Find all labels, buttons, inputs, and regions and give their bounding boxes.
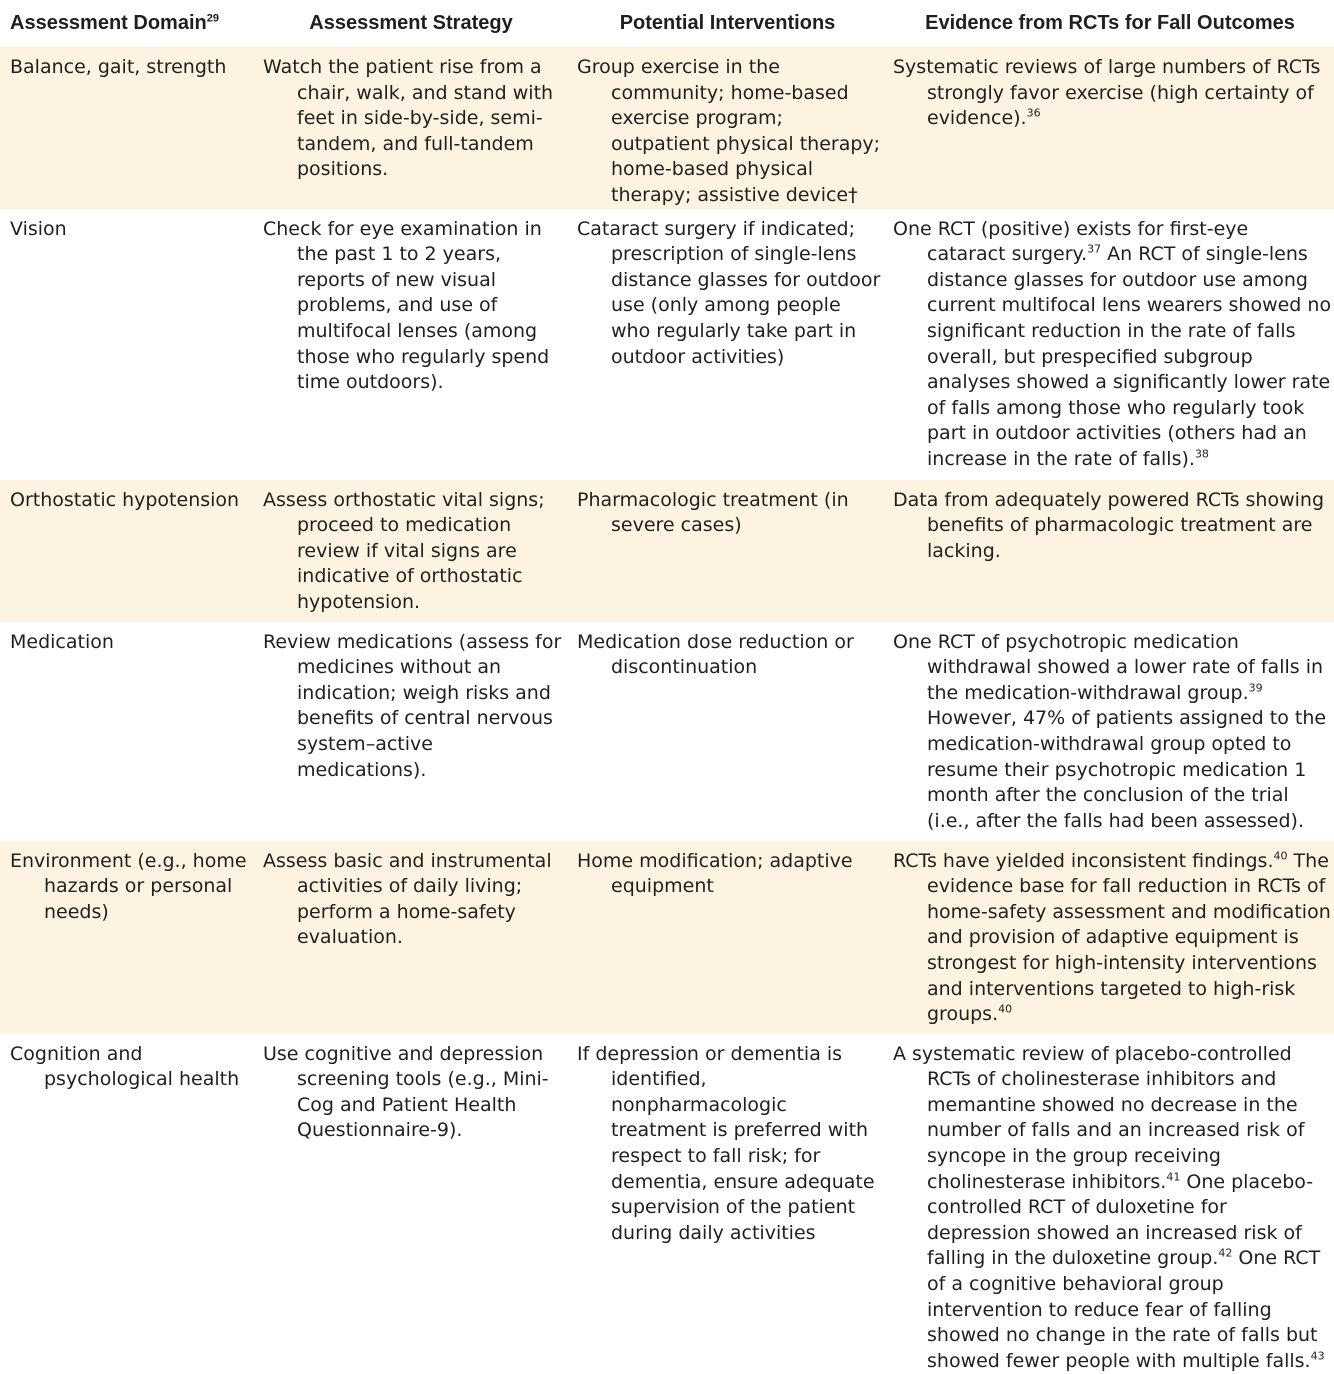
row-domain: Cognition and psychological health — [10, 1042, 240, 1091]
reference-number: 40 — [998, 1002, 1013, 1016]
reference-number: 42 — [1218, 1246, 1233, 1260]
table-row — [0, 47, 1334, 209]
reference-number: 39 — [1248, 681, 1263, 695]
interventions-text: Group exercise in the community; home-based exercise program; outpatient physical therapy; home-based physical therapy; assistive device — [577, 56, 881, 206]
row-evidence — [893, 1042, 1332, 1374]
row-strategy: Assess orthostatic vital signs; proceed to medication review if vital signs are indicative of orthostatic hypotension. — [263, 488, 545, 613]
evidence-text: A systematic review of placebo-controlled RCTs of cholinesterase inhibitors and memantine showed no decrease in the number of falls and an increased risk of syncope in the group receiving cholinesterase inhibitors. — [893, 1042, 1305, 1193]
row-domain: Balance, gait, strength — [10, 56, 227, 78]
row-interventions: Pharmacologic treatment (in severe cases) — [577, 488, 849, 537]
row-evidence — [893, 217, 1332, 473]
evidence-text: Data from adequately powered RCTs showing benefits of pharmacologic treatment are lacking. — [893, 488, 1325, 562]
row-evidence — [893, 630, 1332, 835]
evidence-text: RCTs have yielded inconsistent findings. — [893, 849, 1274, 872]
reference-number: 38 — [1194, 447, 1209, 461]
reference-number: 43 — [1310, 1349, 1325, 1363]
table-row — [0, 622, 1334, 841]
evidence-text: Systematic reviews of large numbers of RCTs strongly favor exercise (high certainty of evidence). — [893, 56, 1321, 130]
evidence-text: The evidence base for fall reduction in RCTs of home-safety assessment and modification and provision of adaptive equipment is strongest for high-intensity interventions and interventions targeted to high-risk groups. — [927, 849, 1331, 1026]
row-strategy: Review medications (assess for medicines without an indication; weigh risks and benefits of central nervous system–active medications). — [263, 630, 562, 781]
header-evidence: Evidence from RCTs for Fall Outcomes — [925, 12, 1295, 34]
dagger-footnote-mark: † — [848, 183, 858, 206]
row-strategy: Use cognitive and depression screening tools (e.g., Mini-Cog and Patient Health Questionnaire-9). — [263, 1042, 549, 1142]
header-assessment-strategy: Assessment Strategy — [309, 12, 513, 34]
table-row — [0, 480, 1334, 622]
table-row — [0, 841, 1334, 1034]
header-potential-interventions: Potential Interventions — [619, 12, 836, 34]
evidence-text: One RCT of psychotropic medication withdrawal showed a lower rate of falls in the medication-withdrawal group. — [893, 630, 1324, 704]
row-strategy: Assess basic and instrumental activities of daily living; perform a home-safety evaluation. — [263, 849, 552, 949]
row-interventions: Medication dose reduction or discontinuation — [577, 630, 854, 679]
row-domain: Vision — [10, 217, 67, 240]
table-row — [0, 1034, 1334, 1374]
row-interventions: Cataract surgery if indicated; prescription of single-lens distance glasses for outdoor use (only among people who regularly take part in outdoor activities) — [577, 217, 881, 368]
header-assessment-domain: Assessment Domain$^{29}$ — [10, 12, 219, 34]
reference-number: 41 — [1166, 1170, 1181, 1184]
evidence-text: An RCT of single-lens distance glasses for outdoor use among current multifocal lens wearers showed no significant reduction in the rate of falls overall, but prespecified subgroup analyses showed a significantly lower rate of falls among those who regularly took part in outdoor activities (others had an increase in the rate of falls). — [927, 243, 1332, 470]
row-interventions: Home modification; adaptive equipment — [577, 849, 853, 898]
row-interventions — [577, 55, 884, 209]
table-header-row — [0, 0, 1334, 47]
reference-number: 36 — [1026, 106, 1041, 120]
evidence-text: One RCT (positive) exists for first-eye cataract surgery. — [893, 217, 1249, 266]
evidence-text: One RCT of a cognitive behavioral group intervention to reduce fear of falling showed no change in the rate of falls but showed fewer people with multiple falls. — [927, 1247, 1321, 1372]
reference-number: 37 — [1087, 242, 1102, 256]
row-evidence — [893, 55, 1332, 132]
evidence-text: One placebo-controlled RCT of duloxetine for depression showed an increased risk of falling in the duloxetine group. — [927, 1170, 1314, 1270]
row-strategy: Watch the patient rise from a chair, walk, and stand with feet in side-by-side, semi-tandem, and full-tandem positions. — [263, 56, 554, 181]
reference-number: 40 — [1273, 849, 1288, 863]
row-strategy: Check for eye examination in the past 1 to 2 years, reports of new visual problems, and use of multifocal lenses (among those who regularly spend time outdoors). — [263, 217, 550, 394]
row-evidence — [893, 849, 1332, 1028]
evidence-text: However, 47% of patients assigned to the medication-withdrawal group opted to resume their psychotropic medication 1 month after the conclusion of the trial (i.e., after the falls had been assessed). — [927, 707, 1327, 832]
row-domain: Medication — [10, 630, 114, 653]
row-domain: Environment (e.g., home hazards or personal needs) — [10, 849, 247, 923]
row-interventions: If depression or dementia is identified, nonpharmacologic treatment is preferred with respect to fall risk; for dementia, ensure adequate supervision of the patient during daily activities — [577, 1042, 875, 1244]
row-domain: Orthostatic hypotension — [10, 488, 240, 511]
row-evidence — [893, 488, 1332, 565]
table-row — [0, 209, 1334, 480]
